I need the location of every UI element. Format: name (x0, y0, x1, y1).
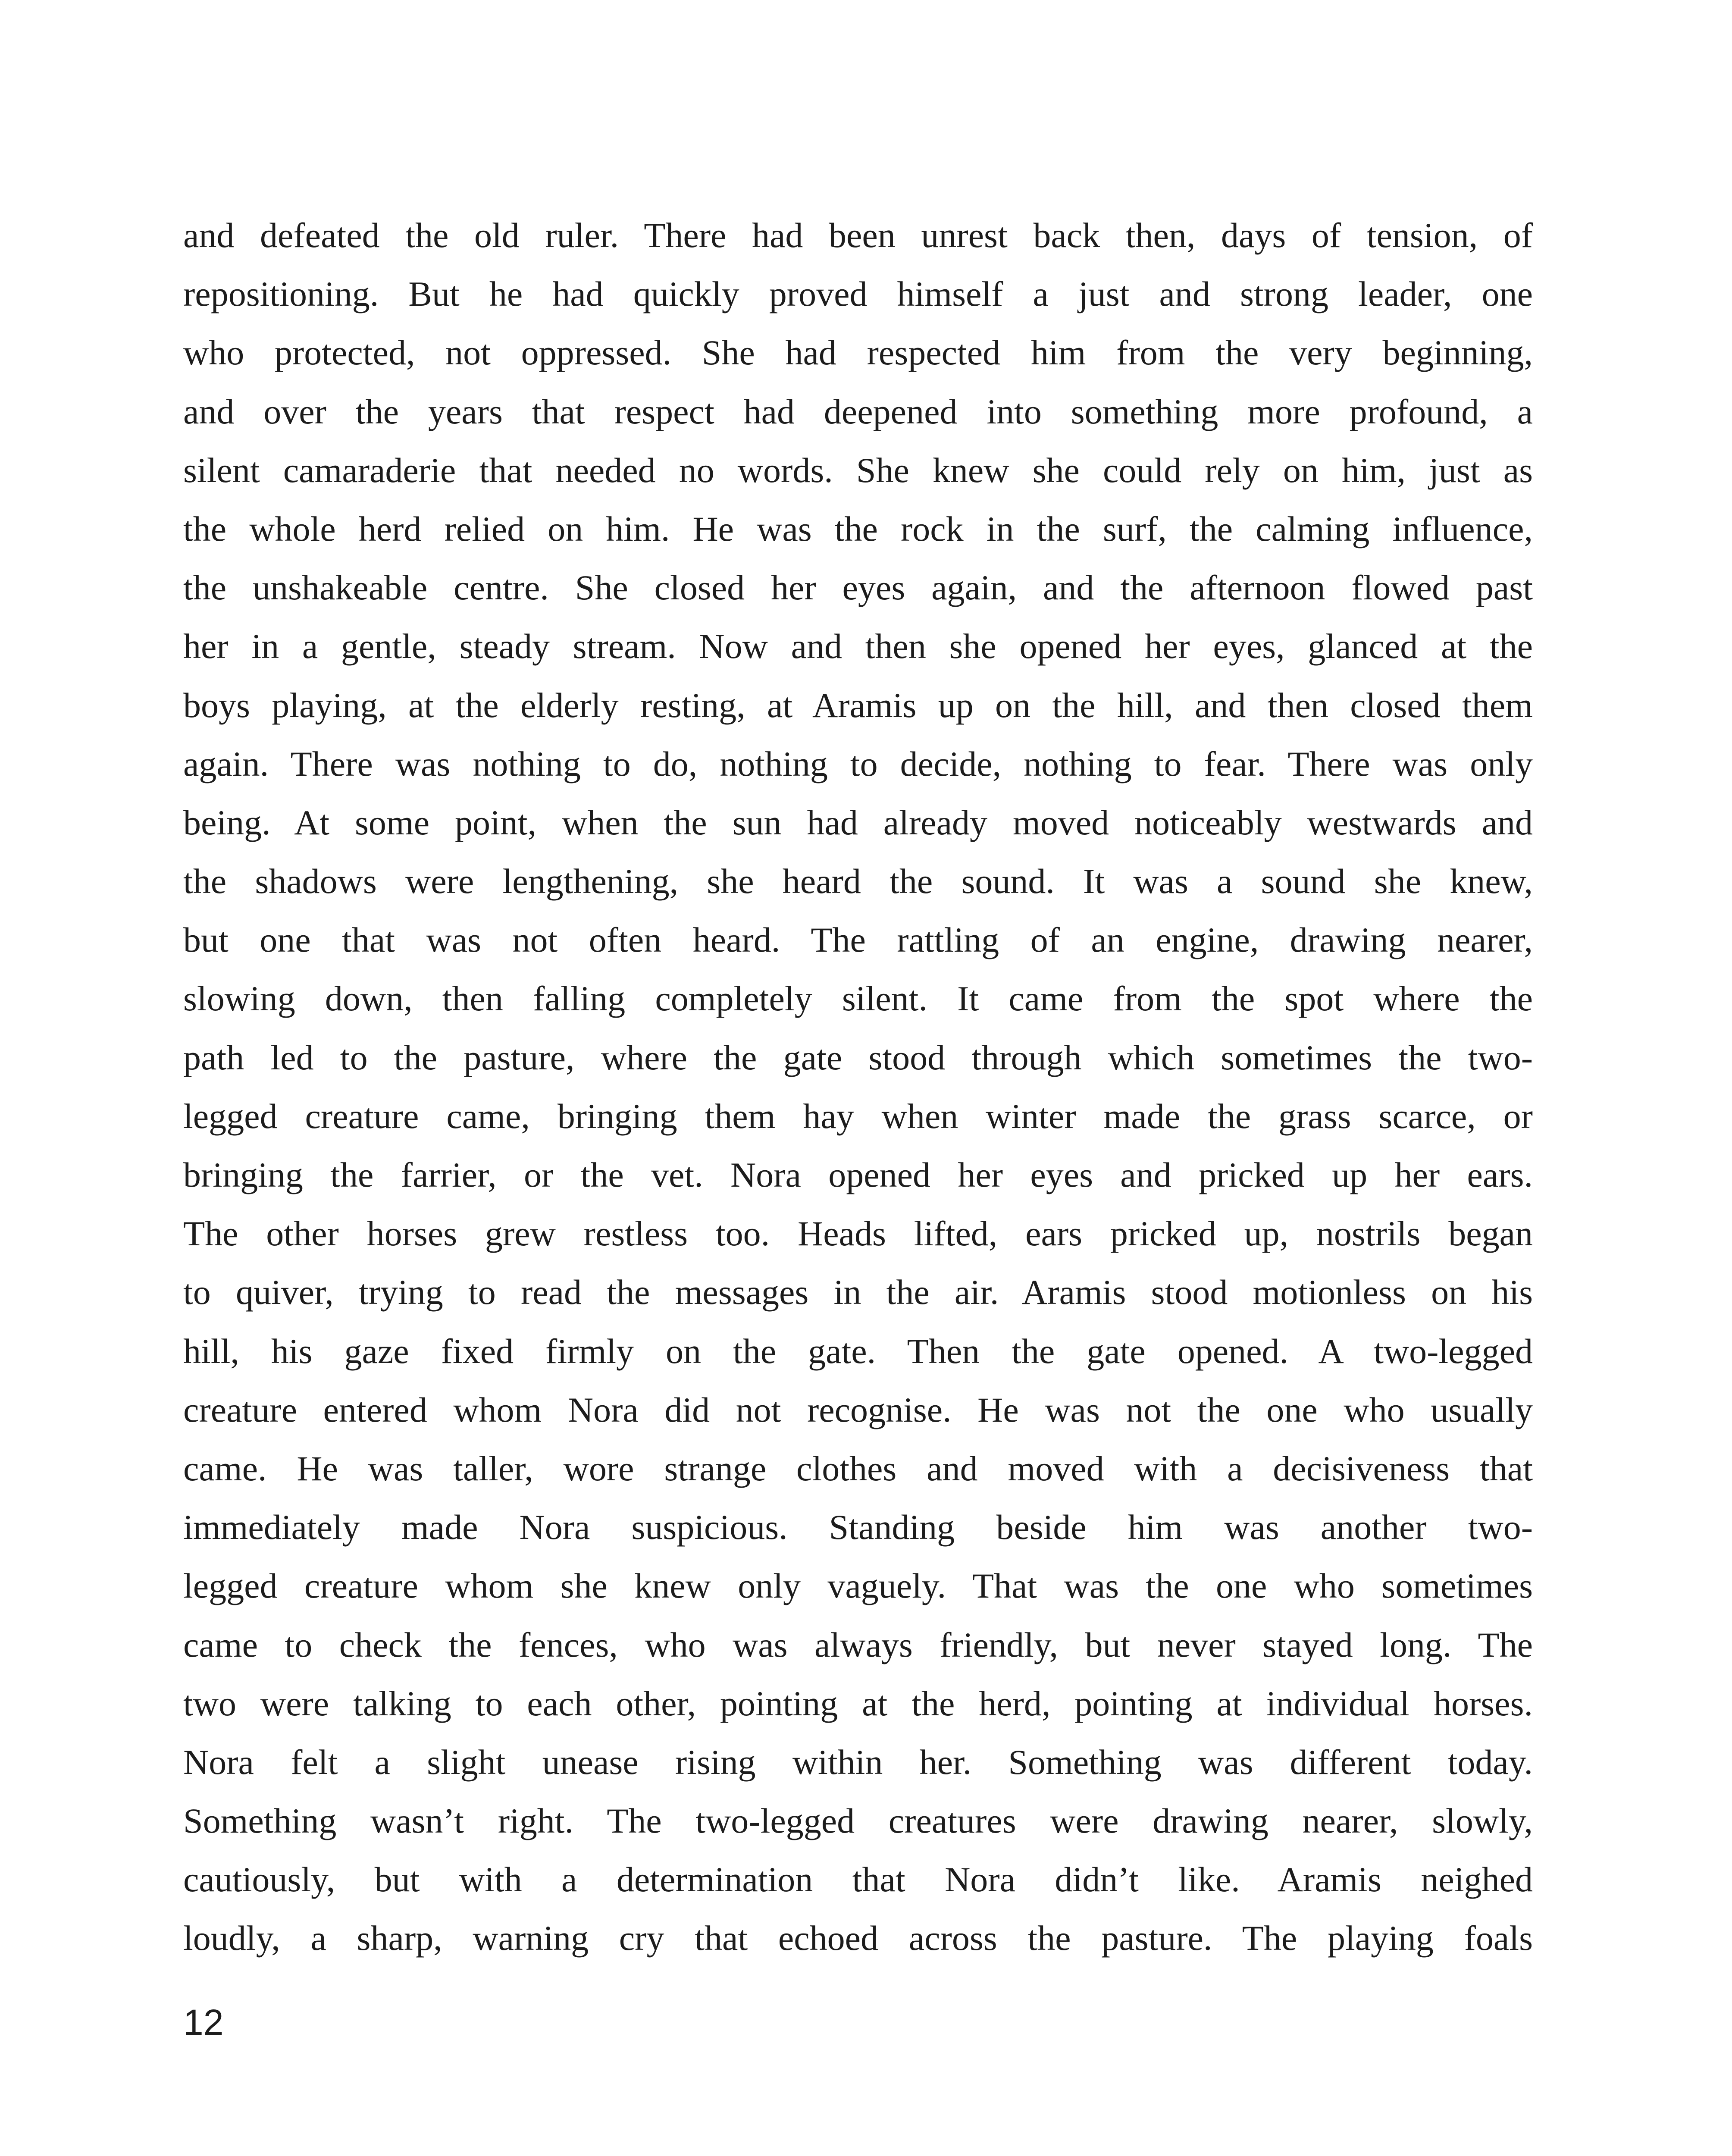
text-line: immediately made Nora suspicious. Standing beside him was another two- (183, 1507, 1533, 1547)
text-line: bringing the farrier, or the vet. Nora opened her eyes and pricked up her ears. (183, 1155, 1533, 1194)
text-line: silent camaraderie that needed no words. She knew she could rely on him, just as (183, 450, 1533, 490)
text-line: loudly, a sharp, warning cry that echoed across the pasture. The playing foals (183, 1918, 1533, 1958)
text-line: path led to the pasture, where the gate stood through which sometimes the two- (183, 1037, 1533, 1077)
text-line: came to check the fences, who was always friendly, but never stayed long. The (183, 1625, 1533, 1664)
text-line: legged creature whom she knew only vaguely. That was the one who sometimes (183, 1566, 1533, 1606)
text-line: creature entered whom Nora did not recognise. He was not the one who usually (183, 1390, 1533, 1429)
text-line: the shadows were lengthening, she heard the sound. It was a sound she knew, (183, 862, 1533, 901)
text-line: repositioning. But he had quickly proved himself a just and strong leader, one (183, 274, 1533, 314)
text-line: but one that was not often heard. The rattling of an engine, drawing nearer, (183, 920, 1533, 960)
text-line: boys playing, at the elderly resting, at Aramis up on the hill, and then closed them (183, 685, 1533, 725)
text-line: Something wasn’t right. The two-legged creatures were drawing nearer, slowly, (183, 1801, 1533, 1841)
text-line: the whole herd relied on him. He was the rock in the surf, the calming influence, (183, 509, 1533, 548)
text-line: cautiously, but with a determination that Nora didn’t like. Aramis neighed (183, 1860, 1533, 1899)
text-line: her in a gentle, steady stream. Now and then she opened her eyes, glanced at the (183, 627, 1533, 666)
text-line: to quiver, trying to read the messages in the air. Aramis stood motionless on his (183, 1272, 1533, 1312)
text-line: legged creature came, bringing them hay when winter made the grass scarce, or (183, 1096, 1533, 1136)
text-line: and over the years that respect had deepened into something more profound, a (183, 392, 1533, 431)
text-line: slowing down, then falling completely silent. It came from the spot where the (183, 979, 1533, 1018)
text-line: The other horses grew restless too. Heads lifted, ears pricked up, nostrils began (183, 1214, 1533, 1253)
text-line: hill, his gaze fixed firmly on the gate. Then the gate opened. A two-legged (183, 1331, 1533, 1371)
text-line: two were talking to each other, pointing at the herd, pointing at individual horses. (183, 1683, 1533, 1723)
text-line: who protected, not oppressed. She had respected him from the very beginning, (183, 333, 1533, 373)
body-text (183, 206, 1533, 1968)
text-line: came. He was taller, wore strange clothes and moved with a decisiveness that (183, 1448, 1533, 1488)
text-line: Nora felt a slight unease rising within her. Something was different today. (183, 1742, 1533, 1782)
page-number: 12 (183, 2002, 224, 2043)
text-line: being. At some point, when the sun had already moved noticeably westwards and (183, 802, 1533, 842)
text-line: the unshakeable centre. She closed her eyes again, and the afternoon flowed past (183, 568, 1533, 608)
text-line: and defeated the old ruler. There had been unrest back then, days of tension, of (183, 216, 1533, 255)
text-line: again. There was nothing to do, nothing to decide, nothing to fear. There was only (183, 744, 1533, 783)
